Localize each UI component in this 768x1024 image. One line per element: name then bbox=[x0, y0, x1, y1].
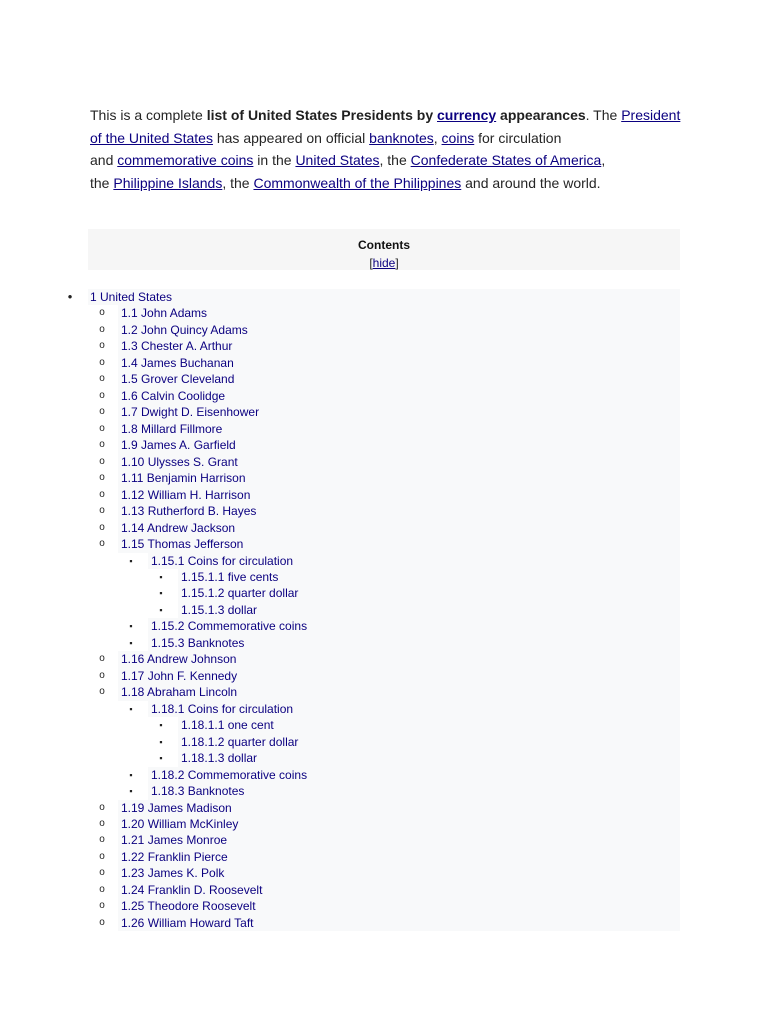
intro-text: , bbox=[601, 152, 606, 169]
toc-item-link[interactable]: 1.17 John F. Kennedy bbox=[121, 668, 238, 683]
bullet-icon: ▪ bbox=[129, 769, 133, 780]
intro-line-1 bbox=[90, 104, 680, 127]
bullet-icon: o bbox=[99, 439, 105, 451]
intro-text: , bbox=[433, 129, 442, 146]
intro-text: in the bbox=[253, 152, 296, 169]
bullet-icon: o bbox=[99, 521, 105, 533]
toc-item[interactable] bbox=[0, 289, 768, 305]
toc-item[interactable] bbox=[0, 668, 768, 684]
toc-item[interactable] bbox=[0, 800, 768, 816]
toc-item-link[interactable]: 1.18.1 Coins for circulation bbox=[151, 701, 294, 716]
toc-item[interactable] bbox=[0, 618, 768, 634]
united-states-link[interactable]: United States bbox=[295, 152, 380, 169]
bullet-icon: o bbox=[99, 356, 105, 368]
intro-text: and bbox=[90, 152, 118, 169]
toc-item-link[interactable]: 1.2 John Quincy Adams bbox=[121, 322, 248, 337]
toc-item-link[interactable]: 1.5 Grover Cleveland bbox=[121, 372, 235, 387]
toc-item[interactable] bbox=[0, 783, 768, 799]
bullet-icon: ▪ bbox=[129, 621, 133, 632]
toc-item-link[interactable]: 1.15.1.2 quarter dollar bbox=[181, 586, 299, 601]
bullet-icon: o bbox=[99, 505, 105, 517]
intro-bold-text: list of United States Presidents by bbox=[206, 107, 437, 123]
toc-item-background bbox=[88, 289, 680, 305]
confederate-states-link[interactable]: Confederate States of America bbox=[410, 152, 602, 169]
toc-item-link[interactable]: 1.15.3 Banknotes bbox=[151, 635, 245, 650]
toc-hide-link[interactable]: hide bbox=[372, 256, 396, 270]
toc-item-link[interactable]: 1.15.1.1 five cents bbox=[181, 569, 279, 584]
bullet-icon: o bbox=[99, 323, 105, 335]
toc-item-link[interactable]: 1.18.1.1 one cent bbox=[181, 718, 274, 733]
toc-item-link[interactable]: 1.3 Chester A. Arthur bbox=[121, 339, 233, 354]
intro-text: , the bbox=[379, 152, 411, 169]
toc-item-link[interactable]: 1.18.2 Commemorative coins bbox=[151, 767, 308, 782]
president-link[interactable]: of the United States bbox=[90, 129, 213, 146]
toc-item-link[interactable]: 1.18.3 Banknotes bbox=[151, 784, 245, 799]
toc-item-link[interactable]: 1.15 Thomas Jefferson bbox=[121, 537, 244, 552]
bullet-icon: o bbox=[99, 900, 105, 912]
bracket-open: [ bbox=[369, 256, 373, 270]
bullet-icon: o bbox=[99, 455, 105, 467]
toc-item-link[interactable]: 1.15.1.3 dollar bbox=[181, 602, 258, 617]
toc-item[interactable] bbox=[0, 503, 768, 519]
bullet-icon: ▪ bbox=[129, 703, 133, 714]
toc-item[interactable] bbox=[0, 470, 768, 486]
bullet-icon: ▪ bbox=[159, 720, 163, 731]
toc-header bbox=[88, 229, 680, 270]
bullet-icon: ▪ bbox=[159, 571, 163, 582]
toc-item-link[interactable]: 1.11 Benjamin Harrison bbox=[121, 471, 246, 486]
toc-title: Contents bbox=[358, 238, 410, 252]
toc-item-link[interactable]: 1.21 James Monroe bbox=[121, 833, 228, 848]
intro-text: This is a complete bbox=[90, 107, 207, 123]
commonwealth-philippines-link[interactable]: Commonwealth of the Philippines bbox=[253, 175, 462, 192]
toc-item[interactable] bbox=[0, 915, 768, 931]
bullet-icon: ▪ bbox=[129, 637, 133, 648]
intro-bold-text: appearances bbox=[496, 107, 586, 123]
intro-text: the bbox=[90, 175, 114, 192]
toc-item-link[interactable]: 1.6 Calvin Coolidge bbox=[121, 388, 226, 403]
bullet-icon: o bbox=[99, 916, 105, 928]
bullet-icon: o bbox=[99, 883, 105, 895]
toc-item[interactable] bbox=[0, 882, 768, 898]
toc-list bbox=[0, 289, 768, 931]
toc-item-link[interactable]: 1.15.2 Commemorative coins bbox=[151, 619, 308, 634]
president-link[interactable]: President bbox=[621, 107, 681, 123]
toc-item[interactable] bbox=[0, 553, 768, 569]
toc-item[interactable] bbox=[0, 569, 768, 585]
toc-item[interactable] bbox=[0, 635, 768, 651]
toc-item-link[interactable]: 1.23 James K. Polk bbox=[121, 866, 225, 881]
toc-item[interactable] bbox=[0, 767, 768, 783]
toc-item[interactable] bbox=[0, 437, 768, 453]
bullet-icon: ▪ bbox=[159, 736, 163, 747]
bullet-icon: • bbox=[67, 289, 73, 304]
toc-item[interactable] bbox=[0, 355, 768, 371]
commemorative-coins-link[interactable]: commemorative coins bbox=[117, 152, 254, 169]
toc-item[interactable] bbox=[0, 421, 768, 437]
intro-text: , the bbox=[222, 175, 254, 192]
toc-item[interactable] bbox=[0, 849, 768, 865]
toc-item[interactable] bbox=[0, 536, 768, 552]
bullet-icon: o bbox=[99, 488, 105, 500]
toc-item-link[interactable]: 1.13 Rutherford B. Hayes bbox=[121, 504, 257, 519]
toc-item-link[interactable]: 1 United States bbox=[90, 290, 173, 304]
intro-paragraph bbox=[90, 104, 680, 195]
toc-item-link[interactable]: 1.22 Franklin Pierce bbox=[121, 849, 228, 864]
toc-item[interactable] bbox=[0, 865, 768, 881]
bullet-icon: o bbox=[99, 686, 105, 698]
toc-item-link[interactable]: 1.18 Abraham Lincoln bbox=[121, 685, 238, 700]
toc-item-link[interactable]: 1.18.1.2 quarter dollar bbox=[181, 734, 299, 749]
bullet-icon: ▪ bbox=[129, 786, 133, 797]
bullet-icon: o bbox=[99, 801, 105, 813]
toc-item-link[interactable]: 1.12 William H. Harrison bbox=[121, 487, 251, 502]
bullet-icon: o bbox=[99, 818, 105, 829]
toc-item[interactable] bbox=[0, 371, 768, 387]
toc-item[interactable] bbox=[0, 717, 768, 733]
toc-item[interactable] bbox=[0, 338, 768, 354]
intro-line-3 bbox=[90, 149, 680, 172]
toc-item[interactable] bbox=[0, 454, 768, 470]
toc-item[interactable] bbox=[0, 651, 768, 667]
toc-item-link[interactable]: 1.9 James A. Garfield bbox=[121, 438, 236, 453]
toc-item-link[interactable]: 1.25 Theodore Roosevelt bbox=[121, 899, 256, 914]
intro-line-4 bbox=[90, 172, 680, 195]
toc-item[interactable] bbox=[0, 404, 768, 420]
bullet-icon: o bbox=[99, 653, 105, 665]
bullet-icon: o bbox=[99, 472, 105, 484]
toc-item-link[interactable]: 1.18.1.3 dollar bbox=[181, 751, 258, 766]
intro-text: has appeared on official bbox=[212, 129, 370, 146]
bullet-icon: ▪ bbox=[159, 588, 163, 599]
bullet-icon: ▪ bbox=[129, 555, 133, 566]
bullet-icon: o bbox=[99, 389, 105, 401]
toc-item[interactable] bbox=[0, 701, 768, 717]
bullet-icon: o bbox=[99, 834, 105, 846]
philippine-islands-link[interactable]: Philippine Islands bbox=[113, 175, 223, 192]
intro-text: and around the world. bbox=[461, 175, 601, 192]
toc-item-link[interactable]: 1.24 Franklin D. Roosevelt bbox=[121, 882, 263, 897]
toc-item[interactable] bbox=[0, 832, 768, 848]
toc-item-link[interactable]: 1.7 Dwight D. Eisenhower bbox=[121, 405, 260, 420]
intro-text: . The bbox=[585, 107, 622, 123]
bullet-icon: o bbox=[99, 340, 105, 352]
bullet-icon: o bbox=[99, 669, 105, 681]
bullet-icon: o bbox=[99, 850, 105, 862]
toc-item-link[interactable]: 1.16 Andrew Johnson bbox=[121, 652, 237, 667]
toc-item[interactable] bbox=[0, 585, 768, 601]
toc-item[interactable] bbox=[0, 388, 768, 404]
toc-item[interactable] bbox=[0, 322, 768, 338]
bullet-icon: o bbox=[99, 538, 105, 550]
toc-item[interactable] bbox=[0, 487, 768, 503]
intro-line-2 bbox=[90, 127, 680, 150]
bullet-icon: ▪ bbox=[159, 753, 163, 764]
toc-item[interactable] bbox=[0, 520, 768, 536]
toc-item[interactable] bbox=[0, 750, 768, 766]
bullet-icon: o bbox=[99, 307, 105, 319]
currency-link[interactable]: currency bbox=[437, 107, 497, 123]
bullet-icon: o bbox=[99, 373, 105, 385]
toc-item-link[interactable]: 1.15.1 Coins for circulation bbox=[151, 553, 294, 568]
toc-item[interactable] bbox=[0, 816, 768, 832]
toc-item-link[interactable]: 1.19 James Madison bbox=[121, 800, 232, 815]
bullet-icon: o bbox=[99, 406, 105, 418]
toc-item-link[interactable]: 1.8 Millard Fillmore bbox=[121, 421, 223, 436]
bullet-icon: ▪ bbox=[159, 604, 163, 615]
bullet-icon: o bbox=[99, 422, 105, 434]
bullet-icon: o bbox=[99, 867, 105, 879]
banknotes-link[interactable]: banknotes bbox=[369, 129, 434, 146]
toc-item-link[interactable]: 1.4 James Buchanan bbox=[121, 355, 234, 370]
toc-toggle bbox=[88, 256, 680, 270]
toc-item[interactable] bbox=[0, 734, 768, 750]
toc-item-link[interactable]: 1.20 William McKinley bbox=[121, 817, 239, 831]
toc-item-link[interactable]: 1.26 William Howard Taft bbox=[121, 915, 254, 930]
toc-item[interactable] bbox=[0, 684, 768, 700]
bracket-close: ] bbox=[395, 256, 399, 270]
toc-item-link[interactable]: 1.1 John Adams bbox=[121, 306, 208, 321]
intro-text: for circulation bbox=[474, 129, 562, 146]
toc-item-link[interactable]: 1.14 Andrew Jackson bbox=[121, 520, 236, 535]
toc-item[interactable] bbox=[0, 898, 768, 914]
coins-link[interactable]: coins bbox=[441, 129, 475, 146]
toc-item[interactable] bbox=[0, 602, 768, 618]
toc-item[interactable] bbox=[0, 305, 768, 321]
toc-item-link[interactable]: 1.10 Ulysses S. Grant bbox=[121, 454, 238, 469]
